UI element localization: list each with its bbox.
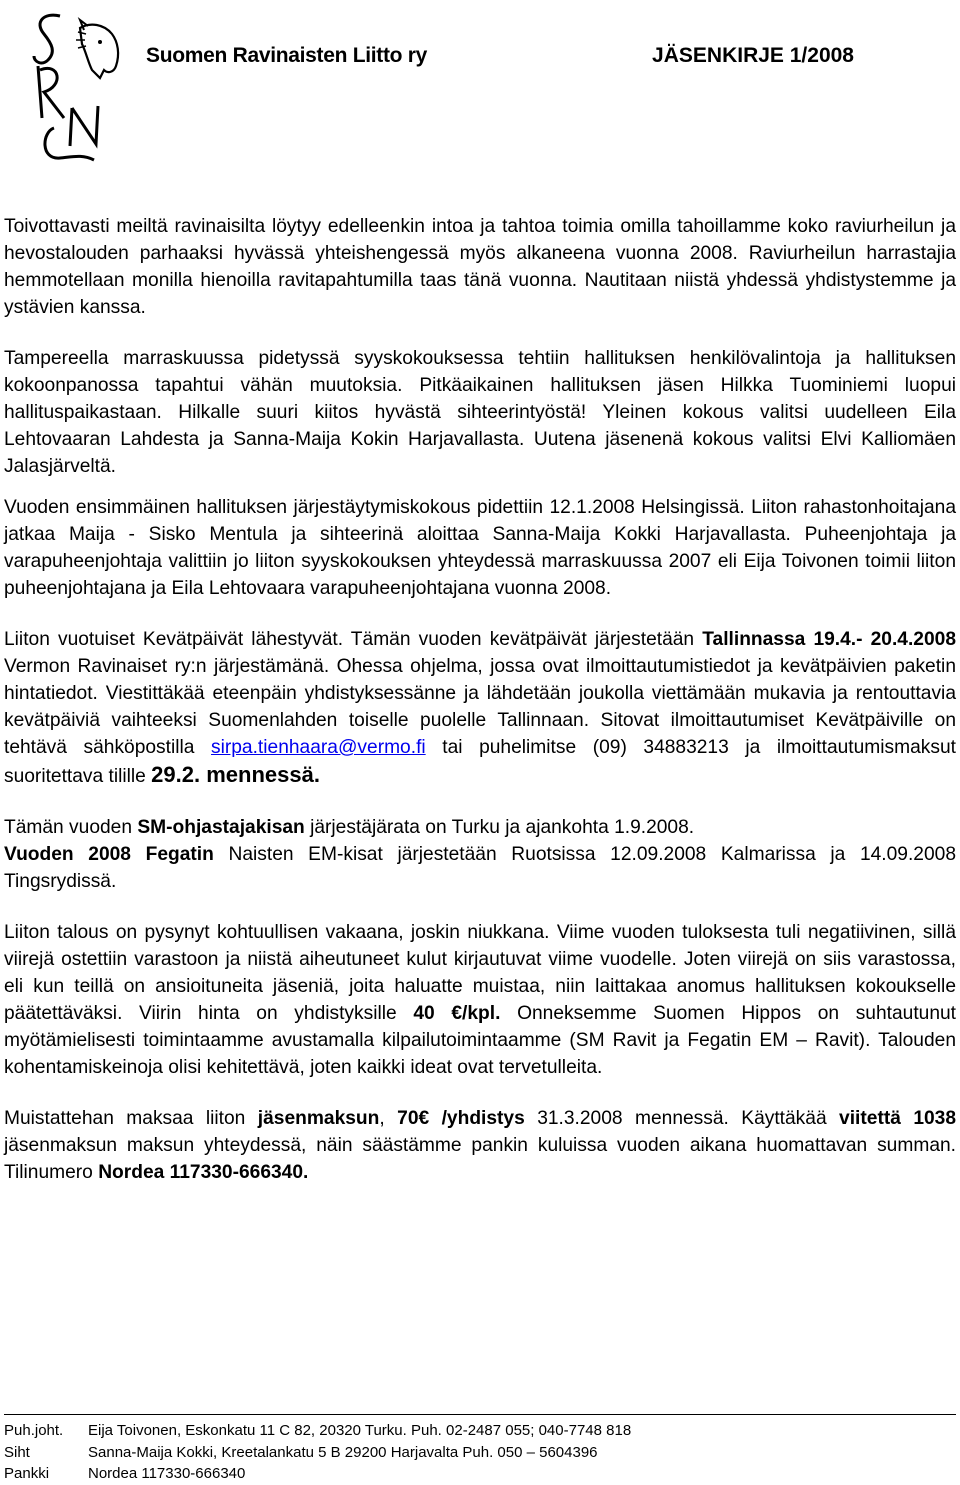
- footer-contacts: [4, 1420, 631, 1485]
- footer-divider: [4, 1414, 956, 1415]
- pennant-price: 40 €/kpl.: [413, 1003, 501, 1024]
- paragraph-spring-days: Liiton vuotuiset Kevätpäivät lähestyvät. Tämän vuoden kevätpäivät järjestetään Tallinnassa 19.4.- 20.4.2008 Vermon Ravinaiset ry:n järjestämänä. Ohessa ohjelma, jossa ovat ilmoittautumistiedot ja kevätpäivien paketin hintatiedot. Viestittäkää eteenpäin yhdistyksessänne ja lähdetään joukolla viettämään mukavia ja rentouttavia kevätpäiviä vaihteeksi Suomenlahden toiselle puolelle Tallinnaan. Sitovat ilmoittautumiset Kevätpäiville on tehtävä sähköpostilla sirpa.tienhaara@vermo.fi tai puhelimitse (09) 34883213 ja ilmoittautumismaksut suoritettava tilille 29.2. mennessä.: [4, 629, 956, 787]
- paragraph-board-elections: Tampereella marraskuussa pidetyssä syyskokouksessa tehtiin hallituksen henkilövalintoja ja hallituksen kokoonpanossa tapahtui vähän muutoksia. Pitkäaikainen hallituksen jäsen Hilkka Tuominiemi luopui hallituspaikastaan. Hilkalle suuri kiitos hyvästä sihteerintyöstä! Yleinen kokous valitsi uudelleen Eila Lehtovaaran Lahdesta ja Sanna-Maija Kokin Harjavallasta. Uutena jäsenenä kokous valitsi Elvi Kalliomäen Jalasjärveltä.: [4, 348, 956, 477]
- paragraph-intro: Toivottavasti meiltä ravinaisilta löytyy edelleenkin intoa ja tahtoa toimia omilla tahoillamme koko raviurheilun ja hevostalouden parhaaksi hyvässä yhteishengessä myös alkaneena vuonna 2008. Raviurheilun harrastajia hemmotellaan monilla hienoilla ravitapahtumilla taas tänä vuonna. Nautitaan niistä yhdessä yhdistystemme ja ystävien kanssa.: [4, 216, 956, 318]
- email-link[interactable]: sirpa.tienhaara@vermo.fi: [211, 737, 426, 758]
- footer-row-chair: Puh.joht. Eija Toivonen, Eskonkatu 11 C 82, 20320 Turku. Puh. 02-2487 055; 040-7748 818: [4, 1422, 632, 1439]
- issue-title: JÄSENKIRJE 1/2008: [652, 44, 854, 67]
- account-number: Nordea 117330-666340.: [98, 1162, 309, 1183]
- horse-head-icon: [20, 8, 132, 166]
- letter-body: [4, 213, 956, 1210]
- paragraph-finances: Liiton talous on pysynyt kohtuullisen vakaana, joskin niukkana. Viime vuoden tuloksesta tuli negatiivinen, sillä viirejä ostettiin varastoon ja niistä aiheutuneet kulut kirjautuvat viime vuodelle. Joten viirejä on siis varastossa, eli kun teillä on ansioituneita jäseniä, joita haluatte muistaa, niin laittakaa anomus hallituksen kokoukselle päätettäväksi. Viirin hinta on yhdistyksille 40 €/kpl. Onneksemme Suomen Hippos on suhtautunut myötämielisesti toimintaamme avustamalla kilpailutoimintaamme (SM Ravit ja Fegatin EM – Ravit). Talouden kohentamiskeinoja olisi kehitettävä, joten kaikki ideat ovat tervetulleita.: [4, 922, 956, 1078]
- fee-amount: 70€ /yhdistys: [397, 1108, 525, 1129]
- logo: [20, 8, 132, 166]
- organization-name: Suomen Ravinaisten Liitto ry: [146, 44, 427, 67]
- paragraph-competitions: Tämän vuoden SM-ohjastajakisan järjestäjärata on Turku ja ajankohta 1.9.2008. Vuoden 2008 Fegatin Naisten EM-kisat järjestetään Ruotsissa 12.09.2008 Kalmarissa ja 14.09.2008 Tingsrydissä.: [4, 817, 956, 892]
- paragraph-board-meeting: Vuoden ensimmäinen hallituksen järjestäytymiskokous pidettiin 12.1.2008 Helsingissä. Liiton rahastonhoitajana jatkaa Maija - Sisko Mentula ja sihteerinä aloittaa Sanna-Maija Kokki Harjavallasta. Puheenjohtaja ja varapuheenjohtaja valittiin jo liiton syyskokouksen yhteydessä marraskuussa 2007 eli Eija Toivonen toimii liiton puheenjohtajana ja Eila Lehtovaara varapuheenjohtajana vuonna 2008.: [4, 497, 956, 599]
- event-location-date: Tallinnassa 19.4.- 20.4.2008: [702, 629, 956, 650]
- deadline: 29.2. mennessä.: [151, 762, 320, 787]
- paragraph-membership-fee: Muistattehan maksaa liiton jäsenmaksun, 70€ /yhdistys 31.3.2008 mennessä. Käyttäkää viitettä 1038 jäsenmaksun maksun yhteydessä, näin säästämme pankin kuluissa vuoden aikana huomattavan summan. Tilinumero Nordea 117330-666340.: [4, 1108, 957, 1183]
- reference-number: viitettä 1038: [839, 1108, 957, 1129]
- footer-row-secretary: Siht Sanna-Maija Kokki, Kreetalankatu 5 B 29200 Harjavalta Puh. 050 – 5604396: [4, 1443, 598, 1461]
- footer-row-bank: Pankki Nordea 117330-666340: [4, 1465, 246, 1482]
